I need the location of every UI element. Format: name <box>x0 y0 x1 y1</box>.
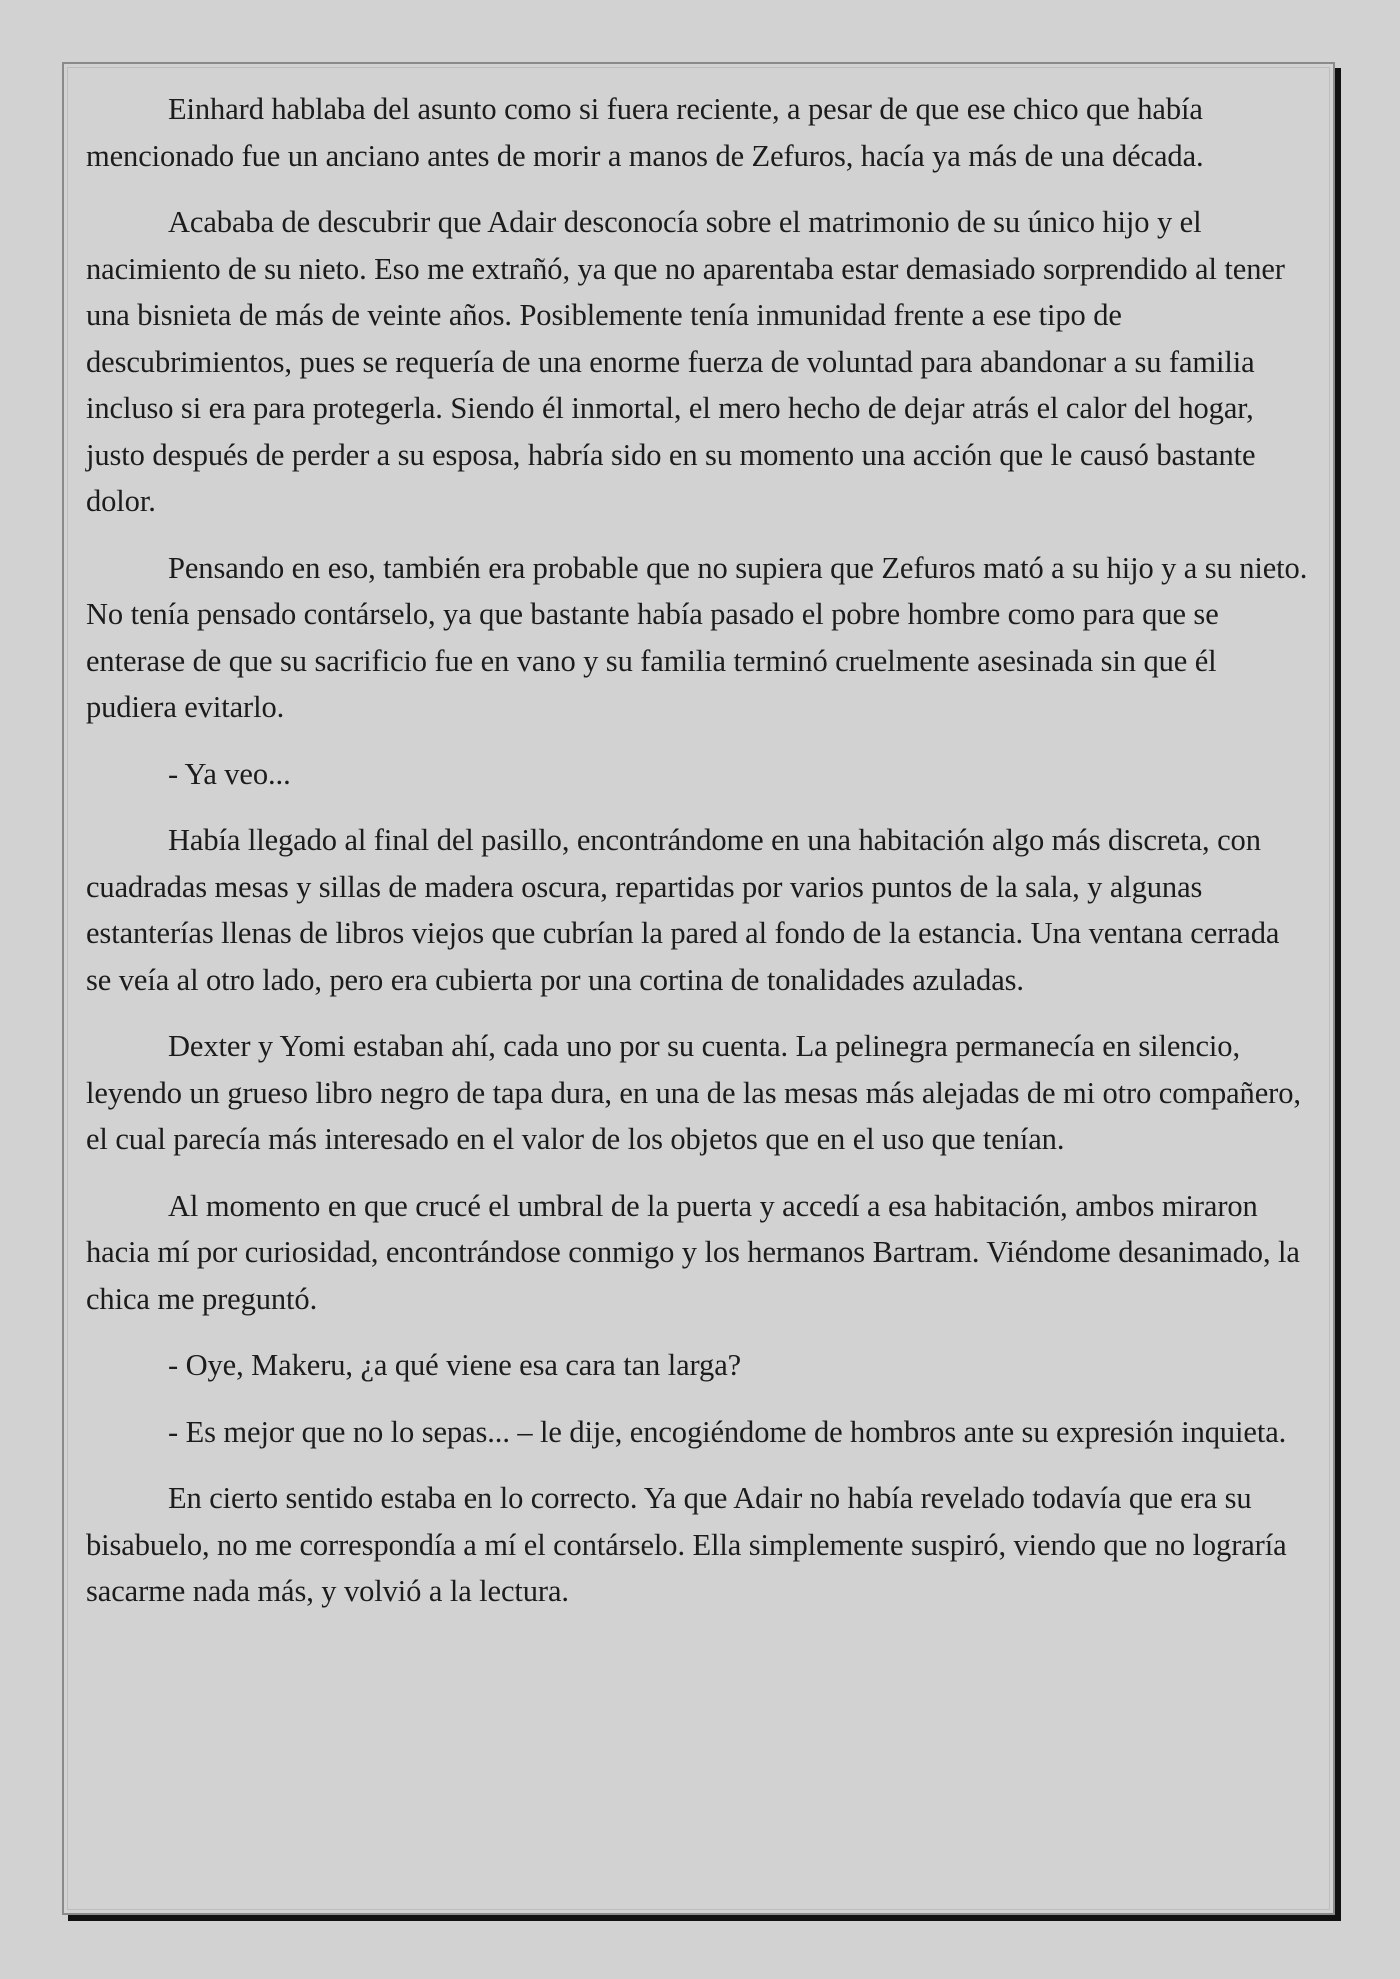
paragraph: Dexter y Yomi estaban ahí, cada uno por su cuenta. La pelinegra permanecía en silencio, leyendo un grueso libro negro de tapa dura, en una de las mesas más alejadas de mi otro compañero, el cual parecía más interesado en el valor de los objetos que en el uso que tenían. <box>86 1029 1301 1156</box>
paragraph: En cierto sentido estaba en lo correcto. Ya que Adair no había revelado todavía que era su bisabuelo, no me correspondía a mí el contárselo. Ella simplemente suspiró, viendo que no lograría sacarme nada más, y volvió a la lectura. <box>86 1481 1287 1608</box>
body-text <box>86 86 1309 1893</box>
dialogue-line: - Ya veo... <box>168 756 291 791</box>
paragraph: Acababa de descubrir que Adair desconocía sobre el matrimonio de su único hijo y el nacimiento de su nieto. Eso me extrañó, ya que no aparentaba estar demasiado sorprendido al tener una bisnieta de más de veinte años. Posiblemente tenía inmunidad frente a ese tipo de descubrimientos, pues se requería de una enorme fuerza de voluntad para abandonar a su familia incluso si era para protegerla. Siendo él inmortal, el mero hecho de dejar atrás el calor del hogar, justo después de perder a su esposa, habría sido en su momento una acción que le causó bastante dolor. <box>86 205 1285 518</box>
dialogue-line: - Oye, Makeru, ¿a qué viene esa cara tan larga? <box>168 1348 742 1382</box>
paragraph: Pensando en eso, también era probable que no supiera que Zefuros mató a su hijo y a su nieto. No tenía pensado contárselo, ya que bastante había pasado el pobre hombre como para que se enterase de que su sacrificio fue en vano y su familia terminó cruelmente asesinada sin que él pudiera evitarlo. <box>86 550 1308 724</box>
dialogue-line: - Es mejor que no lo sepas... – le dije, encogiéndome de hombros ante su expresión inquieta. <box>168 1414 1287 1449</box>
paragraph: Einhard hablaba del asunto como si fuera reciente, a pesar de que ese chico que había mencionado fue un anciano antes de morir a manos de Zefuros, hacía ya más de una década. <box>86 92 1204 173</box>
page-frame <box>62 62 1335 1915</box>
paragraph: Había llegado al final del pasillo, encontrándome en una habitación algo más discreta, con cuadradas mesas y sillas de madera oscura, repartidas por varios puntos de la sala, y algunas estanterías llenas de libros viejos que cubrían la pared al fondo de la estancia. Una ventana cerrada se veía al otro lado, pero era cubierta por una cortina de tonalidades azuladas. <box>86 823 1280 997</box>
paragraph: Al momento en que crucé el umbral de la puerta y accedí a esa habitación, ambos miraron hacia mí por curiosidad, encontrándose conmigo y los hermanos Bartram. Viéndome desanimado, la chica me preguntó. <box>86 1188 1300 1316</box>
